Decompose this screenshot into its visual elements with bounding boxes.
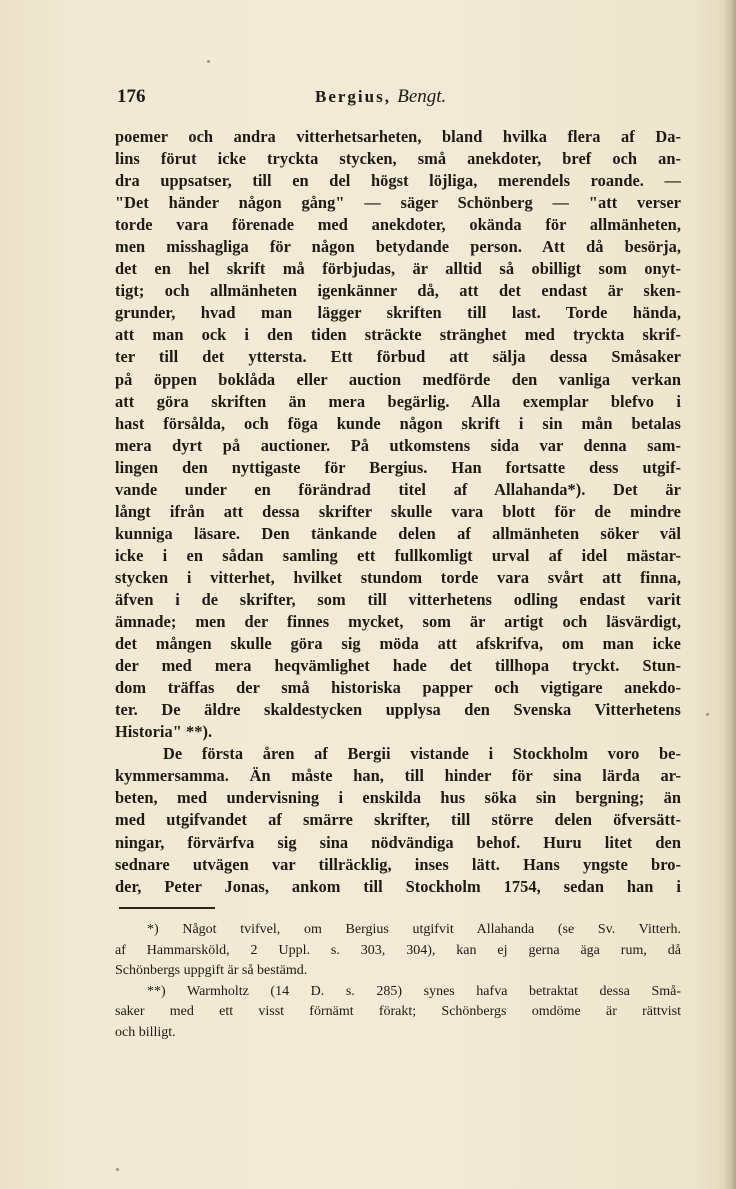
text-line: kymmersamma. Än måste han, till hinder för sina lärda ar- <box>115 766 681 786</box>
footnote-line: af Hammarsköld, 2 Uppl. s. 303, 304), kan ej gerna äga rum, då <box>115 942 681 958</box>
text-line: det en hel skrift må förbjudas, är alltid så obilligt som onyt- <box>115 259 681 279</box>
ink-speck <box>116 1168 119 1171</box>
footnote-rule <box>119 907 215 909</box>
text-line: poemer och andra vitterhetsarheten, bland hvilka flera af Da- <box>115 127 681 146</box>
text-line: sednare utvägen var tillräcklig, inses lätt. Hans yngste bro- <box>115 854 681 874</box>
text-line: stycken i vitterhet, hvilket stundom torde vara svårt att finna, <box>115 567 681 587</box>
footnote-line: saker med ett visst förnämt förakt; Schönbergs omdöme är rättvist <box>115 1004 681 1019</box>
text-line: icke i en sådan samling ett fullkomligt urval af idel mästar- <box>115 545 681 565</box>
text-line: långt ifrån att dessa skrifter skulle vara blott för de mindre <box>115 501 681 521</box>
text-line: kunniga läsare. Den tänkande delen af allmänheten söker väl <box>115 523 681 543</box>
text-line: lins förut icke tryckta stycken, små anekdoter, bref och an- <box>115 149 681 169</box>
text-line: med utgifvandet af smärre skrifter, till större delen öfversätt- <box>115 810 681 830</box>
text-line: der med mera heqvämlighet hade det tillhopa tryckt. Stun- <box>115 656 681 676</box>
running-head-name: Bergius, <box>315 87 391 106</box>
body-text <box>115 126 681 898</box>
text-line: på öppen boklåda eller auction medförde den vanliga verkan <box>115 369 681 389</box>
text-line: der, Peter Jonas, ankom till Stockholm 1754, sedan han i <box>115 876 681 896</box>
footnote-line: *) Något tvifvel, om Bergius utgifvit Allahanda (se Sv. Vitterh. <box>147 922 681 937</box>
text-line: beten, med undervisning i enskilda hus söka sin bergning; än <box>115 788 681 808</box>
text-line: att man ock i den tiden sträckte stränghet med tryckta skrif- <box>115 325 681 345</box>
text-line: ter till det yttersta. Ett förbud att sälja dessa Småsaker <box>115 347 681 367</box>
footnotes <box>115 920 681 1043</box>
text-line: att göra skriften än mera begärlig. Alla exemplar blefvo i <box>115 391 681 411</box>
text-line: grunder, hvad man lägger skriften till last. Torde hända, <box>115 303 681 323</box>
footnote-line: **) Warmholtz (14 D. s. 285) synes hafva betraktat dessa Små- <box>147 983 681 999</box>
text-line: dom träffas der små historiska papper och vigtigare anekdo- <box>115 678 681 698</box>
text-line: De första åren af Bergii vistande i Stockholm voro be- <box>163 744 681 764</box>
footnote-line: och billigt. <box>115 1024 176 1040</box>
ink-speck <box>207 60 210 63</box>
text-line: dra uppsatser, till en del högst löjliga, merendels roande. — <box>115 171 681 191</box>
text-line: men misshagliga för någon betydande person. Att då besörja, <box>115 237 681 257</box>
text-line: ter. De äldre skaldestycken upplysa den Svenska Vitterhetens <box>115 700 681 720</box>
text-line: det mången skulle göra sig möda att afskrifva, om man icke <box>115 634 681 654</box>
ink-speck <box>706 713 709 716</box>
text-line: tigt; och allmänheten igenkänner då, att det endast är sken- <box>115 281 681 301</box>
page-edge-shadow <box>722 0 736 1189</box>
text-line: mera dyrt på auctioner. På utkomstens sida var denna sam- <box>115 435 681 455</box>
page-header <box>117 86 677 114</box>
text-line: ämnade; men der finnes mycket, som är artigt och läsvärdigt, <box>115 612 681 632</box>
text-line: lingen den nyttigaste för Bergius. Han fortsatte dess utgif- <box>115 457 681 477</box>
text-line: ningar, förvärfva sig sina nödvändiga behof. Huru litet den <box>115 832 681 852</box>
page-number: 176 <box>117 86 146 107</box>
text-line: äfven i de skrifter, som till vitterhetens odling endast varit <box>115 589 681 609</box>
text-line: hast försålda, och föga kunde någon skrift i sin mån betalas <box>115 413 681 433</box>
footnote-line: Schönbergs uppgift är så bestämd. <box>115 963 308 978</box>
text-line: vande under en förändrad titel af Allahanda*). Det är <box>115 479 681 499</box>
running-head <box>315 86 446 108</box>
text-line: torde vara förenade med anekdoter, okända för allmänheten, <box>115 215 681 235</box>
running-head-first-name: Bengt. <box>397 86 447 107</box>
text-line: Historia" **). <box>115 722 213 742</box>
text-line: "Det händer någon gång" — säger Schönberg — "att verser <box>115 193 681 213</box>
